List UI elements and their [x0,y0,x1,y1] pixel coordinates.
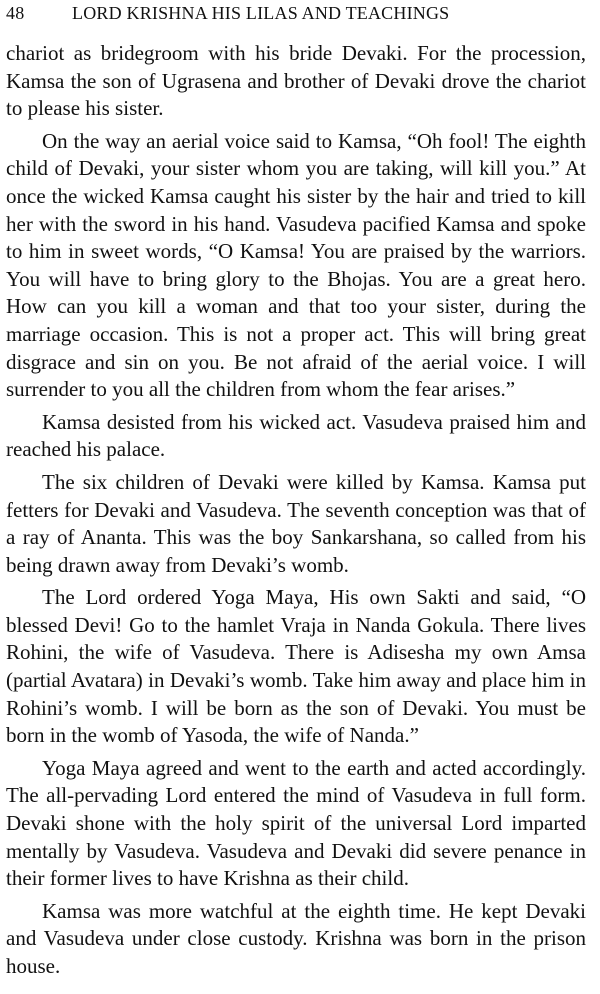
body-text [6,40,586,981]
paragraph-continued: chariot as bridegroom with his bride Devaki. For the procession, Kamsa the son of Ugrasena and brother of Devaki drove the chariot to please his sister. [6,41,586,121]
paragraph: Kamsa was more watchful at the eighth time. He kept Devaki and Vasudeva under close custody. Krishna was born in the prison house. [6,898,586,978]
paragraph: On the way an aerial voice said to Kamsa, “Oh fool! The eighth child of Devaki, your sister whom you are taking, will kill you.” At once the wicked Kamsa caught his sister by the hair and tried to kill her with the sword in his hand. Vasudeva pacified Kamsa and spoke to him in sweet words, “O Kamsa! You are praised by the warriors. You will have to bring glory to the Bhojas. You are a great hero. How can you kill a woman and that too your sister, during the marriage occasion. This is not a proper act. This will bring great disgrace and sin on you. Be not afraid of the aerial voice. I will surrender to you all the children from whom the fear arises.” [6,128,586,402]
running-title: LORD KRISHNA HIS LILAS AND TEACHINGS [72,3,450,23]
running-head [6,0,586,40]
paragraph: Yoga Maya agreed and went to the earth and acted accordingly. The all-pervading Lord entered the mind of Vasudeva in full form. Devaki shone with the holy spirit of the universal Lord imparted mentally by Vasudeva. Vasudeva and Devaki did severe penance in their former lives to have Krishna as their child. [6,755,586,891]
paragraph: Kamsa desisted from his wicked act. Vasudeva praised him and reached his palace. [6,409,586,462]
page-number: 48 [6,3,25,23]
paragraph: The Lord ordered Yoga Maya, His own Sakti and said, “O blessed Devi! Go to the hamlet Vraja in Nanda Gokula. There lives Rohini, the wife of Vasudeva. There is Adisesha my own Amsa (partial Avatara) in Devaki’s womb. Take him away and place him in Rohini’s womb. I will be born as the son of Devaki. You must be born in the womb of Yasoda, the wife of Nanda.” [6,585,586,748]
paragraph: The six children of Devaki were killed by Kamsa. Kamsa put fetters for Devaki and Vasudeva. The seventh conception was that of a ray of Ananta. This was the boy Sankarshana, so called from his being drawn away from Devaki’s womb. [6,469,586,577]
